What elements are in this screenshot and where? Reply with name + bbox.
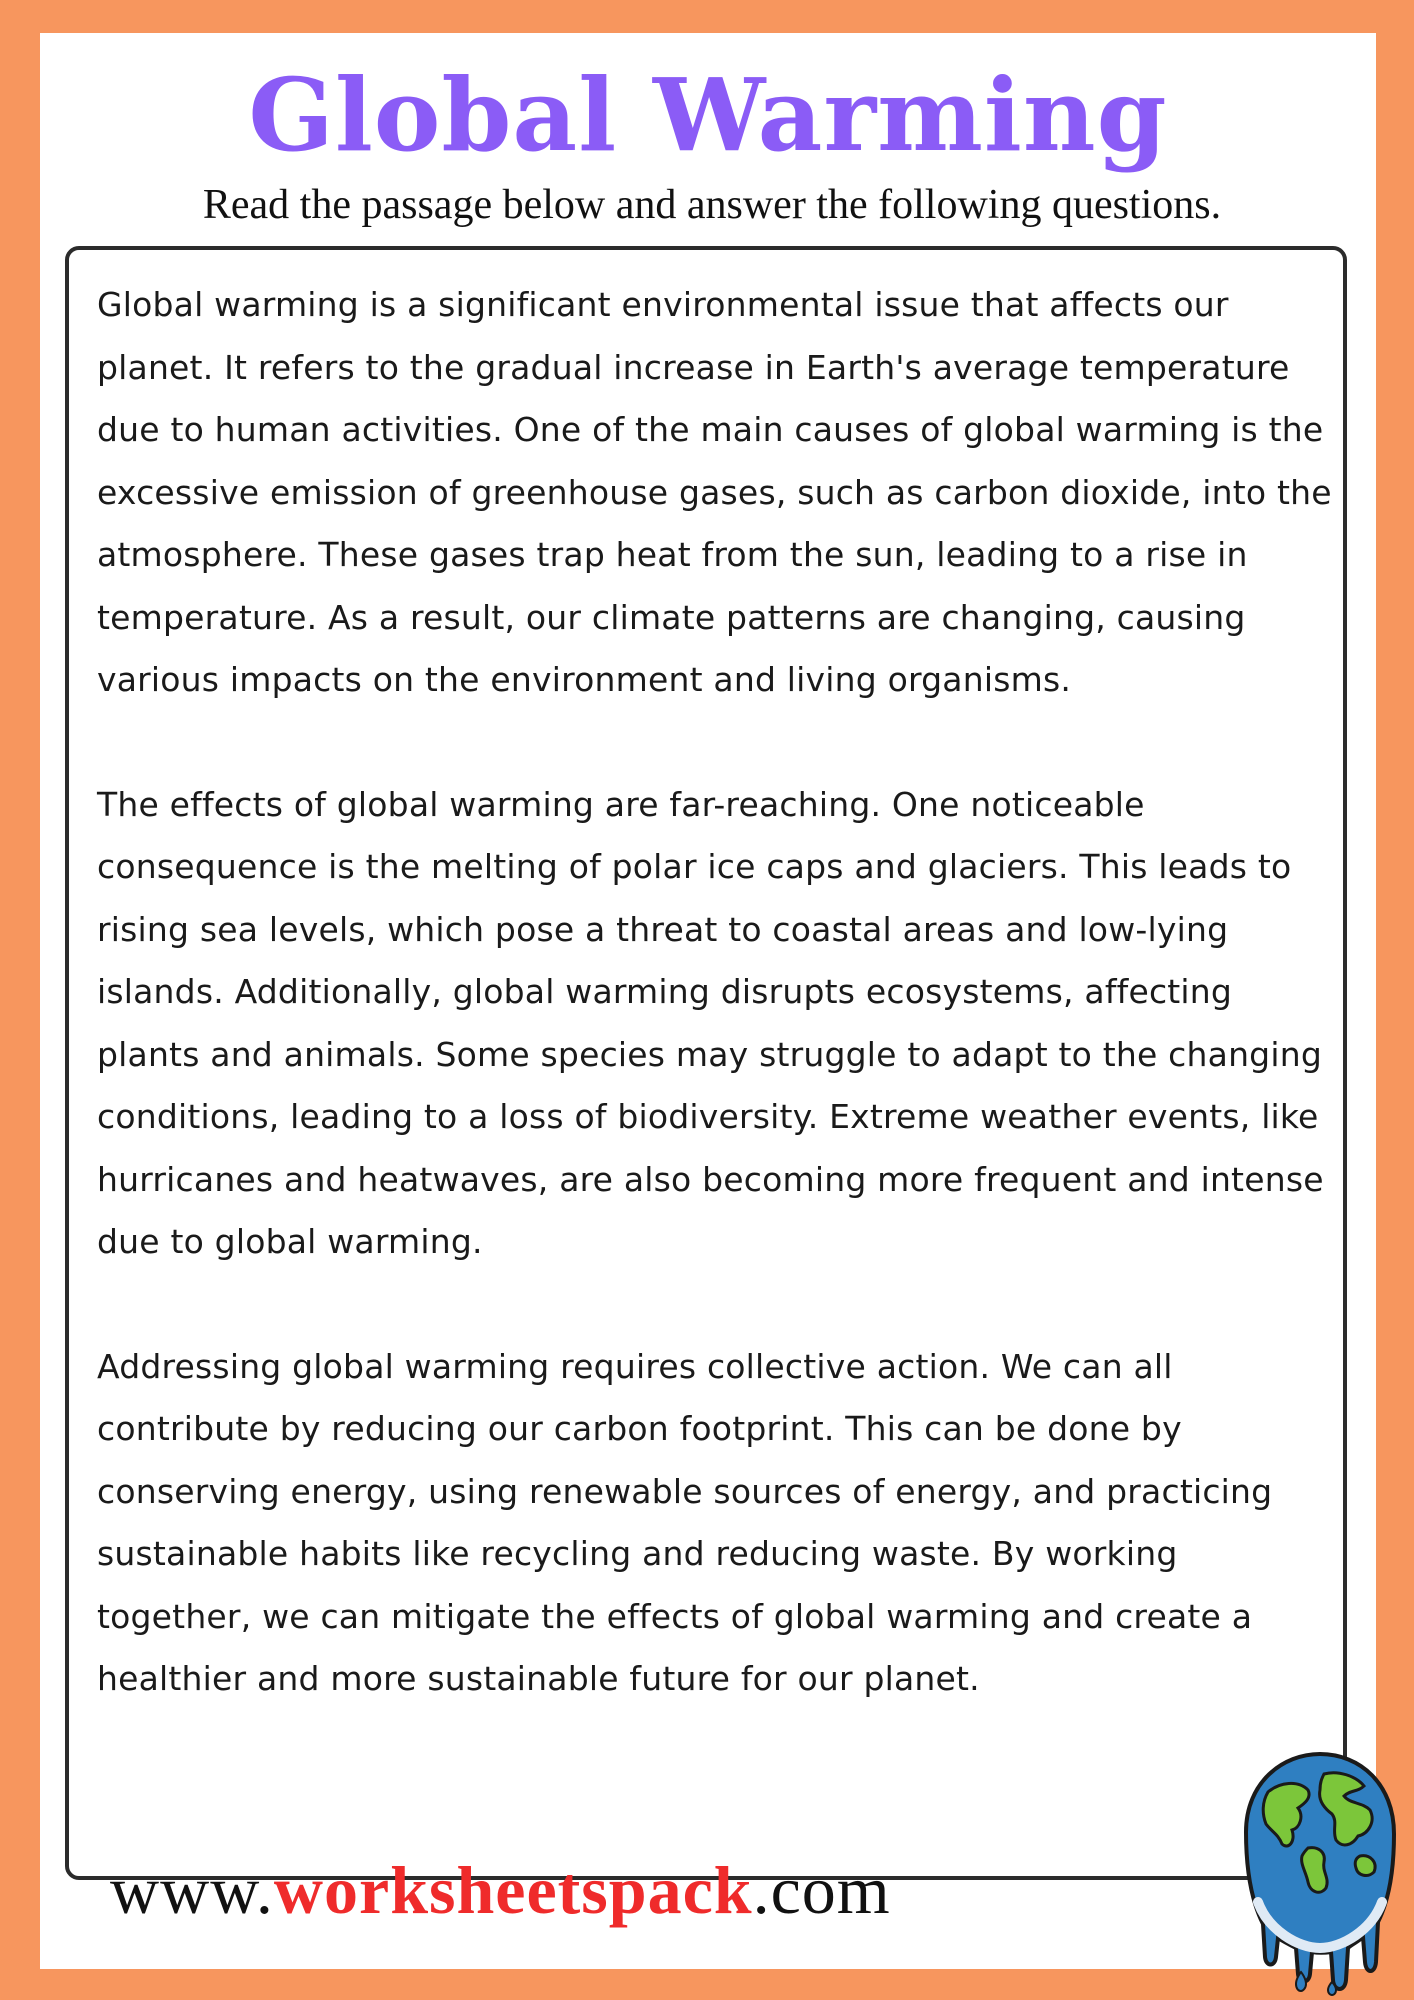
website-suffix: .com xyxy=(752,1852,891,1928)
passage-paragraph-3: Addressing global warming requires collective action. We can all contribute by reducing our carbon footprint. This can be done by conserving energy, using renewable sources of energy, and practicing sustainable habits like recycling and reducing waste. By working together, we can mitigate the effects of global warming and create a healthier and more sustainable future for our planet. xyxy=(97,1346,1273,1698)
passage-box xyxy=(65,246,1347,1880)
passage-paragraph-1: Global warming is a significant environmental issue that affects our planet. It refers to the gradual increase in Earth's average temperature due to human activities. One of the main causes of global warming is the excessive emission of greenhouse gases, such as carbon dioxide, into the atmosphere. These gases trap heat from the sun, leading to a rise in temperature. As a result, our climate patterns are changing, causing various impacts on the environment and living organisms. xyxy=(97,285,1332,699)
website-url[interactable] xyxy=(110,1850,891,1930)
worksheet-page xyxy=(40,33,1376,1969)
instructions: Read the passage below and answer the following questions. xyxy=(202,182,1222,228)
website-prefix: www. xyxy=(110,1852,274,1928)
website-brand: worksheetspack xyxy=(273,1852,753,1928)
passage-paragraph-2: The effects of global warming are far-reaching. One noticeable consequence is the melting of polar ice caps and glaciers. This leads to rising sea levels, which pose a threat to coastal areas and low-lying islands. Additionally, global warming disrupts ecosystems, affecting plants and animals. Some species may struggle to adapt to the changing conditions, leading to a loss of biodiversity. Extreme weather events, like hurricanes and heatwaves, are also becoming more frequent and intense due to global warming. xyxy=(97,784,1324,1261)
melting-globe-icon xyxy=(1238,1752,1400,1997)
page-title: Global Warming xyxy=(248,56,1168,174)
